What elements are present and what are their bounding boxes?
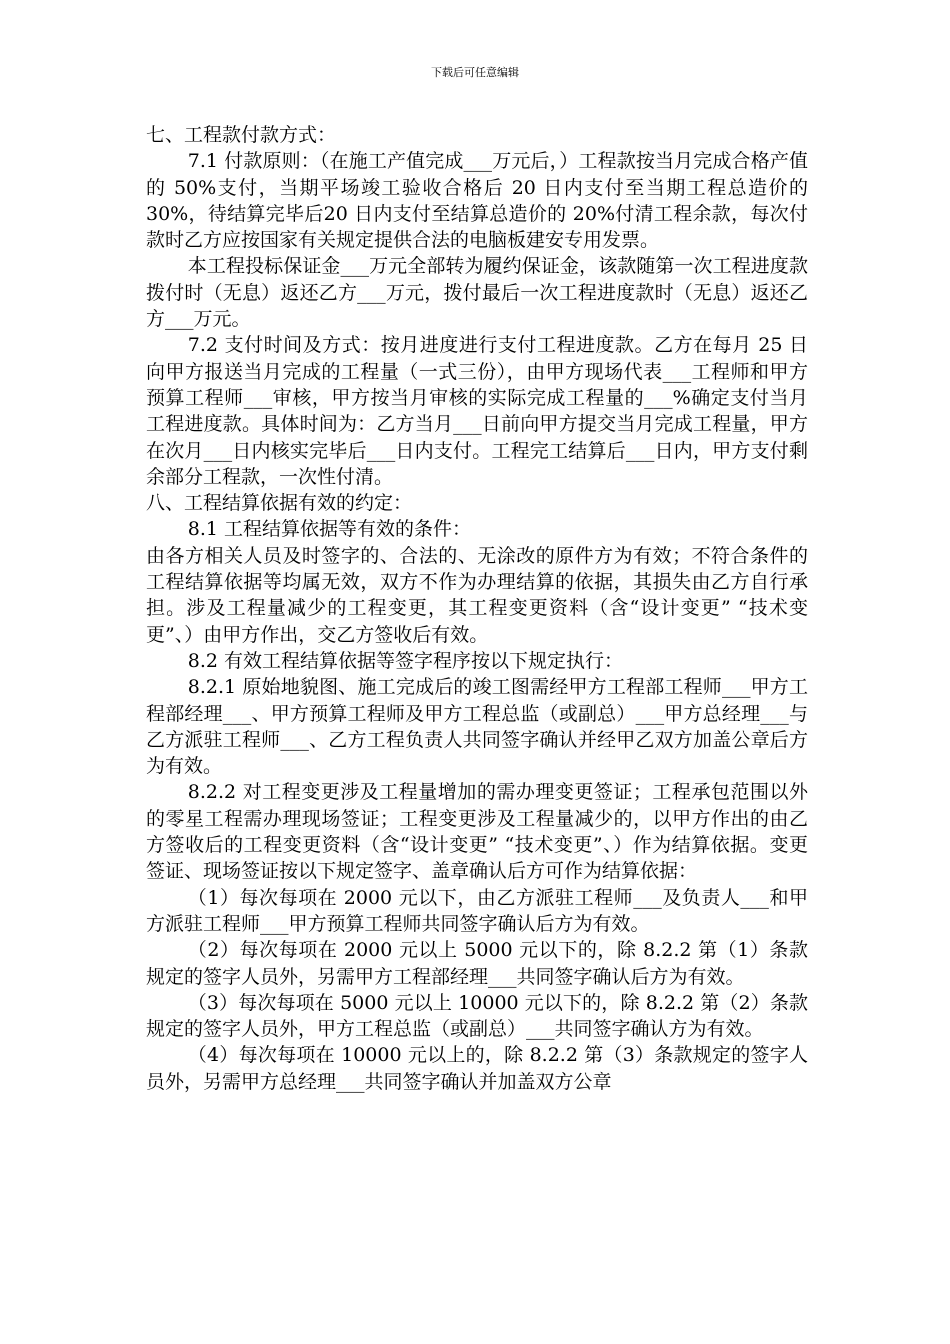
item-2: （2）每次每项在 2000 元以上 5000 元以下的，除 8.2.2 第（1）条款规定的签字人员外，另需甲方工程部经理___共同签字确认后方为有效。 xyxy=(146,939,808,988)
item-1: （1）每次每项在 2000 元以下，由乙方派驻工程师___及负责人___和甲方派驻工程师___甲方预算工程师共同签字确认后方为有效。 xyxy=(146,886,808,935)
clause-8-1-body: 由各方相关人员及时签字的、合法的、无涂改的原件方为有效；不符合条件的工程结算依据等均属无效，双方不作为办理结算的依据，其损失由乙方自行承担。涉及工程量减少的工程变更，其工程变更资料（含“设计变更” “技术变更”、）由甲方作出，交乙方签收后有效。 xyxy=(146,544,808,646)
clause-8-2: 8.2 有效工程结算依据等签字程序按以下规定执行： xyxy=(187,649,624,672)
clause-8-2-2: 8.2.2 对工程变更涉及工程量增加的需办理变更签证；工程承包范围以外的零星工程需办理现场签证；工程变更涉及工程量减少的，以甲方作出的由乙方签收后的工程变更资料（含“设计变更” “技术变更”、）作为结算依据。变更签证、现场签证按以下规定签字、盖章确认后方可作为结算依据： xyxy=(146,781,808,883)
section-heading-8: 八、工程结算依据有效的约定： xyxy=(146,492,413,515)
document-body xyxy=(146,122,808,1095)
clause-8-2-1: 8.2.1 原始地貌图、施工完成后的竣工图需经甲方工程部工程师___甲方工程部经理___、甲方预算工程师及甲方工程总监（或副总）___甲方总经理___与乙方派驻工程师___、乙方工程负责人共同签字确认并经甲乙双方加盖公章后方为有效。 xyxy=(146,676,808,778)
item-3: （3）每次每项在 5000 元以上 10000 元以下的，除 8.2.2 第（2）条款规定的签字人员外，甲方工程总监（或副总）___共同签字确认方为有效。 xyxy=(146,991,808,1041)
clause-deposit: 本工程投标保证金___万元全部转为履约保证金，该款随第一次工程进度款拨付时（无息）返还乙方___万元，拨付最后一次工程进度款时（无息）返还乙方___万元。 xyxy=(146,255,808,331)
section-heading-7: 七、工程款付款方式： xyxy=(146,124,337,146)
item-4: （4）每次每项在 10000 元以上的，除 8.2.2 第（3）条款规定的签字人员外，另需甲方总经理___共同签字确认并加盖双方公章 xyxy=(146,1044,808,1093)
page-header: 下载后可任意编辑 xyxy=(431,66,519,79)
clause-8-1: 8.1 工程结算依据等有效的条件： xyxy=(187,518,472,541)
clause-7-1: 7.1 付款原则：（在施工产值完成___万元后，）工程款按当月完成合格产值的 50%支付，当期平场竣工验收合格后 20 日内支付至当期工程总造价的 30%，待结算完毕后20 日内支付至结算总造价的 20%付清工程余款，每次付款时乙方应按国家有关规定提供合法的电脑板建安专用发票。 xyxy=(146,150,808,252)
clause-7-2: 7.2 支付时间及方式：按月进度进行支付工程进度款。乙方在每月 25 日向甲方报送当月完成的工程量（一式三份），由甲方现场代表___工程师和甲方预算工程师___审核，甲方按当月审核的实际完成工程量的___%确定支付当月工程进度款。具体时间为：乙方当月___日前向甲方提交当月完成工程量，甲方在次月___日内核实完毕后___日内支付。工程完工结算后___日内，甲方支付剩余部分工程款，一次性付清。 xyxy=(146,334,808,488)
